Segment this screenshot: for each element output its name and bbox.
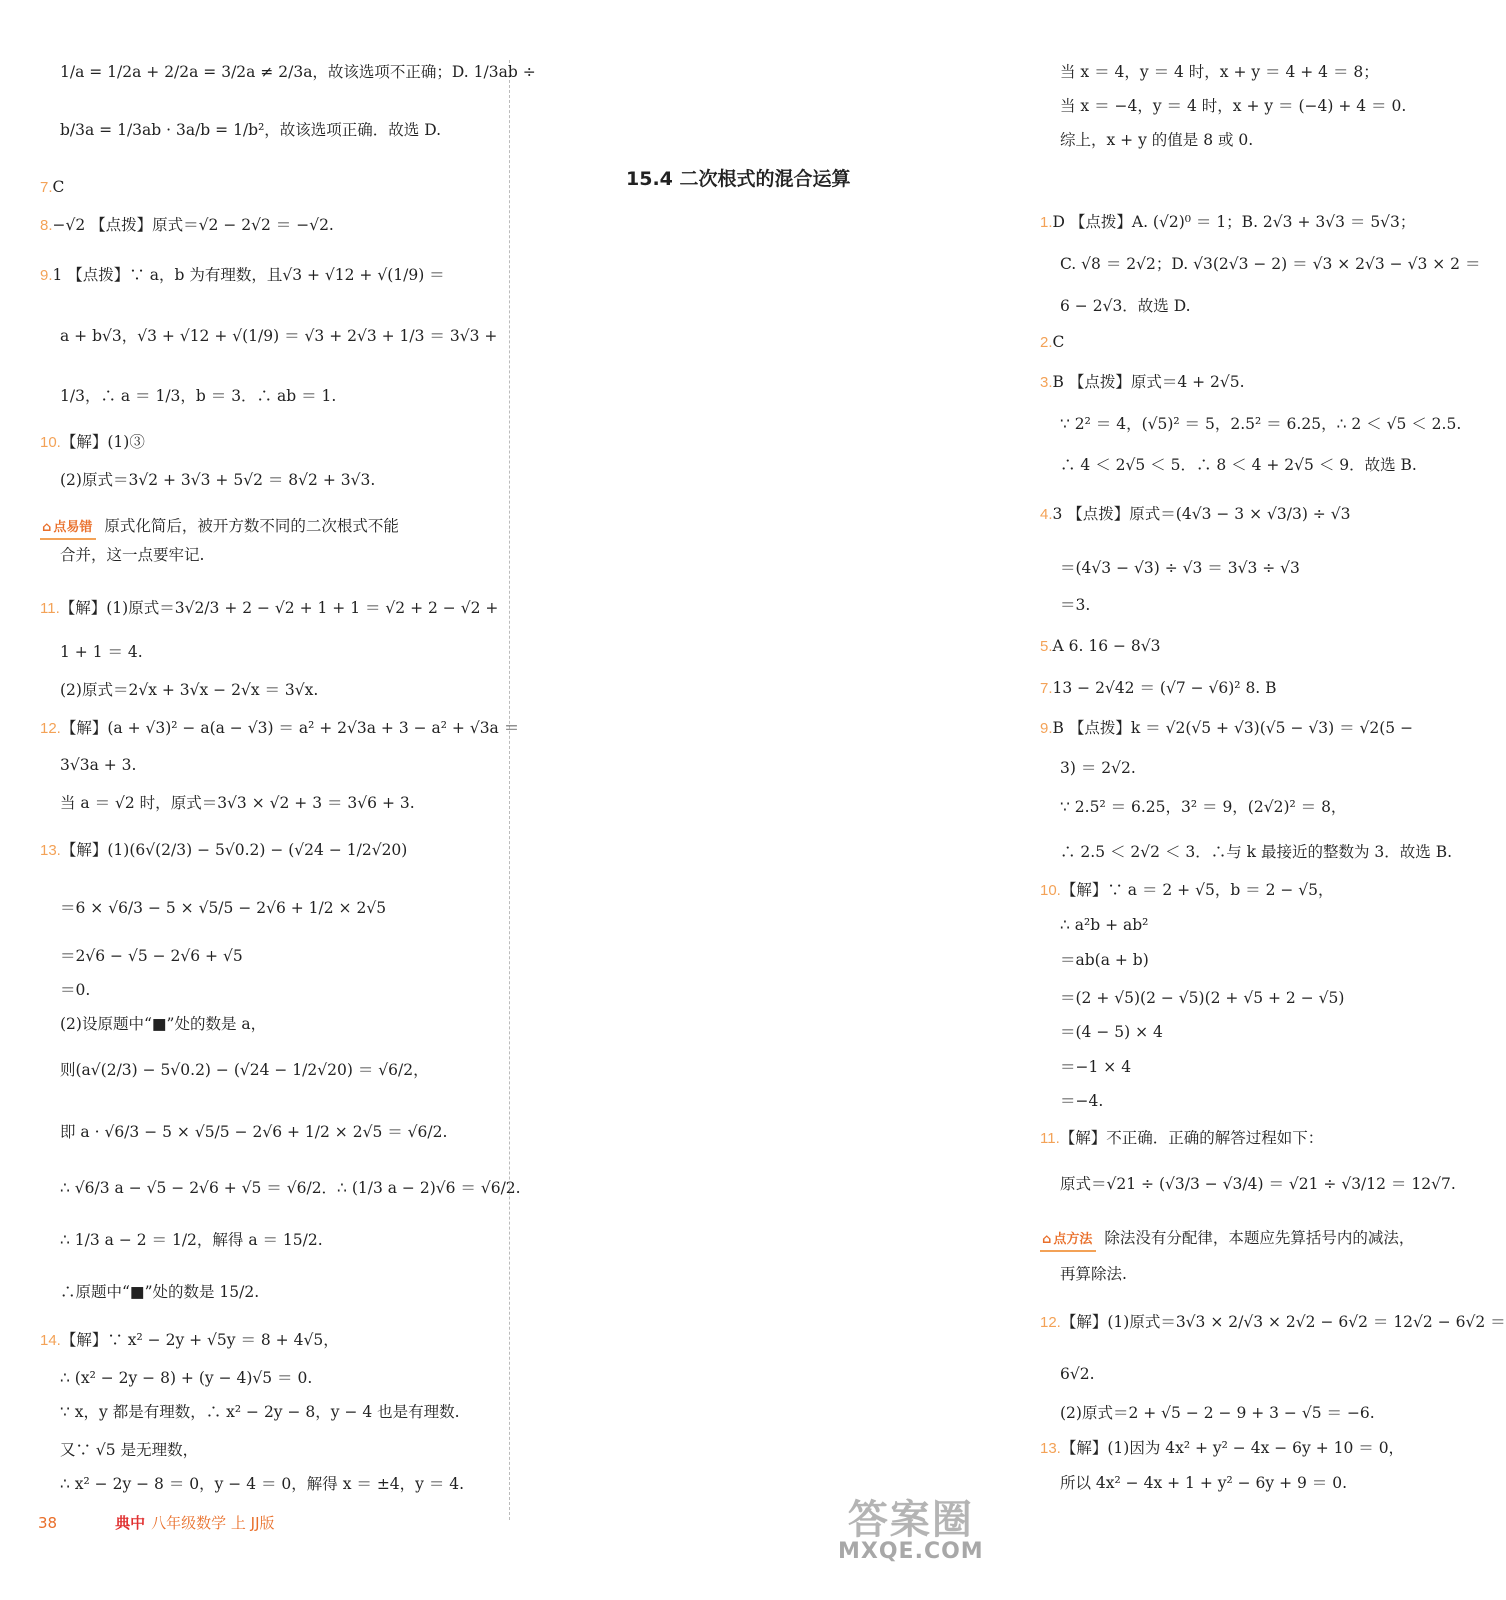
line-text: 当 x ＝ −4，y ＝ 4 时，x + y ＝ (−4) + 4 ＝ 0. bbox=[1060, 97, 1407, 115]
line-text: 【解】∵ x² − 2y + √5y ＝ 8 + 4√5， bbox=[60, 1331, 339, 1349]
line-text: 1/a = 1/2a + 2/2a = 3/2a ≠ 2/3a，故该选项不正确；D. 1/3ab ÷ bbox=[60, 63, 536, 81]
question-number: 3. bbox=[1040, 374, 1053, 391]
line-text: C. √8 ＝ 2√2；D. √3(2√3 − 2) ＝ √3 × 2√3 − √3 × 2 ＝ bbox=[1060, 255, 1481, 273]
line-text: 当 x ＝ 4，y ＝ 4 时，x + y ＝ 4 + 4 ＝ 8； bbox=[1060, 63, 1379, 81]
left-line bbox=[60, 1368, 312, 1388]
right-line bbox=[1040, 1312, 1506, 1333]
question-number: 4. bbox=[1040, 506, 1053, 523]
right-line bbox=[1060, 296, 1191, 316]
right-line bbox=[1060, 1022, 1163, 1042]
line-text: 3√3a + 3. bbox=[60, 756, 137, 774]
right-line bbox=[1040, 1228, 1414, 1252]
right-line bbox=[1060, 1364, 1095, 1384]
left-line bbox=[60, 62, 536, 82]
left-line bbox=[40, 215, 334, 236]
left-line bbox=[40, 840, 407, 861]
right-line bbox=[1060, 842, 1452, 862]
tip-badge-label: 点易错 bbox=[53, 520, 93, 535]
left-line bbox=[60, 1014, 266, 1034]
question-number: 1. bbox=[1040, 214, 1053, 231]
right-line bbox=[1060, 1057, 1131, 1077]
left-line bbox=[60, 1474, 464, 1494]
line-text: (2)原式＝2 + √5 − 2 − 9 + 3 − √5 ＝ −6. bbox=[1060, 1404, 1375, 1422]
line-text: ＝6 × √6/3 − 5 × √5/5 − 2√6 + 1/2 × 2√5 bbox=[60, 899, 387, 917]
line-text: B 【点拨】k ＝ √2(√5 + √3)(√5 − √3) ＝ √2(5 − bbox=[1052, 719, 1414, 737]
line-text: 则(a√(2/3) − 5√0.2) − (√24 − 1/2√20) ＝ √6/2， bbox=[60, 1061, 429, 1079]
line-text: 13 − 2√42 ＝ (√7 − √6)² 8. B bbox=[1052, 679, 1277, 697]
right-line bbox=[1060, 254, 1480, 274]
line-text: 即 a · √6/3 − 5 × √5/5 − 2√6 + 1/2 × 2√5 ＝ √6/2. bbox=[60, 1123, 448, 1141]
right-line bbox=[1060, 797, 1346, 817]
left-line bbox=[60, 1230, 323, 1250]
right-line bbox=[1060, 915, 1148, 935]
line-text: C bbox=[52, 178, 65, 196]
line-text: 当 a ＝ √2 时，原式＝3√3 × √2 + 3 ＝ 3√6 + 3. bbox=[60, 794, 415, 812]
question-number: 9. bbox=[1040, 720, 1053, 737]
line-text: 又∵ √5 是无理数， bbox=[60, 1441, 199, 1459]
right-line bbox=[1060, 1264, 1127, 1284]
line-text: ∴ (x² − 2y − 8) + (y − 4)√5 ＝ 0. bbox=[60, 1369, 313, 1387]
right-line bbox=[1040, 718, 1413, 739]
line-text: 所以 4x² − 4x + 1 + y² − 6y + 9 ＝ 0. bbox=[1060, 1474, 1348, 1492]
line-text: 【解】(1)原式＝3√3 × 2/√3 × 2√2 − 6√2 ＝ 12√2 − 6√2 ＝ bbox=[1060, 1313, 1506, 1331]
left-line bbox=[60, 642, 143, 662]
line-text: 原式＝√21 ÷ (√3/3 − √3/4) ＝ √21 ÷ √3/12 ＝ 12√7. bbox=[1060, 1175, 1456, 1193]
right-line bbox=[1060, 595, 1090, 615]
page-number: 38 bbox=[38, 1513, 58, 1532]
line-text: D 【点拨】A. (√2)⁰ ＝ 1；B. 2√3 + 3√3 ＝ 5√3； bbox=[1052, 213, 1416, 231]
line-text: ＝3. bbox=[1060, 596, 1091, 614]
right-line bbox=[1040, 1128, 1323, 1149]
line-text: 【解】不正确．正确的解答过程如下： bbox=[1059, 1129, 1324, 1147]
line-text: 【解】(a + √3)² − a(a − √3) ＝ a² + 2√3a + 3 − a² + √3a ＝ bbox=[60, 719, 520, 737]
question-number: 12. bbox=[40, 720, 61, 737]
question-number: 7. bbox=[40, 179, 53, 196]
watermark-text: 答案圈 bbox=[847, 1497, 974, 1543]
right-line bbox=[1060, 558, 1300, 578]
line-text: 6√2. bbox=[1060, 1365, 1095, 1383]
section-title: 15.4 二次根式的混合运算 bbox=[626, 168, 851, 190]
line-text: −√2 【点拨】原式＝√2 − 2√2 ＝ −√2. bbox=[52, 216, 334, 234]
line-text: ∴ 1/3 a − 2 ＝ 1/2，解得 a ＝ 15/2. bbox=[60, 1231, 323, 1249]
line-text: ∴ √6/3 a − √5 − 2√6 + √5 ＝ √6/2．∴ (1/3 a − 2)√6 ＝ √6/2. bbox=[60, 1179, 521, 1197]
left-line bbox=[60, 120, 441, 140]
bell-icon: ⌂ bbox=[42, 520, 52, 535]
left-line bbox=[60, 386, 336, 406]
left-line bbox=[40, 432, 145, 453]
line-text: (2)原式＝2√x + 3√x − 2√x ＝ 3√x. bbox=[60, 681, 319, 699]
line-text: (2)原式＝3√2 + 3√3 + 5√2 ＝ 8√2 + 3√3. bbox=[60, 471, 376, 489]
question-number: 7. bbox=[1040, 680, 1053, 697]
line-text: a + b√3，√3 + √12 + √(1/9) ＝ √3 + 2√3 + 1/3 ＝ 3√3 + bbox=[60, 327, 498, 345]
line-text: (2)设原题中“■”处的数是 a， bbox=[60, 1015, 267, 1033]
right-line bbox=[1040, 212, 1415, 233]
line-text: ∵ 2² ＝ 4，(√5)² ＝ 5，2.5² ＝ 6.25，∴ 2 ＜ √5 ＜ 2.5. bbox=[1060, 415, 1462, 433]
right-line bbox=[1040, 678, 1277, 699]
left-line bbox=[40, 1330, 339, 1351]
left-line bbox=[60, 793, 415, 813]
right-line bbox=[1060, 1403, 1375, 1423]
brand-logo: 典中 bbox=[115, 1514, 146, 1532]
question-number: 2. bbox=[1040, 334, 1053, 351]
line-text: 综上，x + y 的值是 8 或 0. bbox=[1060, 131, 1254, 149]
line-text: 【解】(1)(6√(2/3) − 5√0.2) − (√24 − 1/2√20) bbox=[60, 841, 408, 859]
line-text: ∵ x，y 都是有理数，∴ x² − 2y − 8，y − 4 也是有理数. bbox=[60, 1403, 460, 1421]
question-number: 10. bbox=[40, 434, 61, 451]
tip-badge bbox=[1040, 1230, 1096, 1252]
line-text: ∴ 2.5 ＜ 2√2 ＜ 3．∴与 k 最接近的整数为 3．故选 B. bbox=[1060, 843, 1453, 861]
line-text: ＝0. bbox=[60, 981, 91, 999]
line-text: 【解】∵ a ＝ 2 + √5，b ＝ 2 − √5， bbox=[1060, 881, 1334, 899]
left-line bbox=[40, 718, 519, 739]
line-text: ＝(2 + √5)(2 − √5)(2 + √5 + 2 − √5) bbox=[1060, 989, 1345, 1007]
left-line bbox=[60, 1282, 259, 1302]
tip-badge bbox=[40, 518, 96, 540]
left-line bbox=[40, 516, 399, 540]
line-text: A 6. 16 − 8√3 bbox=[1052, 637, 1161, 655]
line-text: 【解】(1)③ bbox=[60, 433, 145, 451]
right-line bbox=[1040, 372, 1245, 393]
left-line bbox=[60, 755, 136, 775]
right-line bbox=[1060, 1174, 1456, 1194]
question-number: 13. bbox=[1040, 1440, 1061, 1457]
right-line bbox=[1060, 96, 1406, 116]
left-line bbox=[60, 898, 386, 918]
left-line bbox=[60, 1122, 447, 1142]
right-line bbox=[1040, 504, 1350, 525]
left-line bbox=[60, 1178, 521, 1198]
line-text: ＝−4. bbox=[1060, 1092, 1104, 1110]
line-text: 除法没有分配律，本题应先算括号内的减法， bbox=[1104, 1229, 1415, 1247]
left-line bbox=[60, 1440, 198, 1460]
right-line bbox=[1060, 455, 1417, 475]
right-line bbox=[1060, 62, 1379, 82]
question-number: 11. bbox=[40, 600, 60, 617]
left-line bbox=[60, 680, 318, 700]
line-text: ∴ 4 ＜ 2√5 ＜ 5．∴ 8 ＜ 4 + 2√5 ＜ 9．故选 B. bbox=[1060, 456, 1417, 474]
left-line bbox=[40, 177, 64, 198]
question-number: 11. bbox=[1040, 1130, 1060, 1147]
line-text: ＝−1 × 4 bbox=[1060, 1058, 1132, 1076]
line-text: 6 − 2√3．故选 D. bbox=[1060, 297, 1191, 315]
line-text: 原式化简后，被开方数不同的二次根式不能 bbox=[104, 517, 399, 535]
left-line bbox=[60, 1060, 429, 1080]
right-line bbox=[1060, 988, 1344, 1008]
column-divider bbox=[509, 60, 510, 1520]
left-line bbox=[40, 598, 498, 619]
line-text: 1 【点拨】∵ a，b 为有理数，且√3 + √12 + √(1/9) ＝ bbox=[52, 266, 445, 284]
page-footer bbox=[38, 1512, 275, 1533]
right-line bbox=[1040, 880, 1334, 901]
right-line bbox=[1060, 1473, 1347, 1493]
line-text: ∴ x² − 2y − 8 ＝ 0，y − 4 ＝ 0，解得 x ＝ ±4，y ＝ 4. bbox=[60, 1475, 465, 1493]
tip-badge-label: 点方法 bbox=[1053, 1232, 1093, 1247]
question-number: 12. bbox=[1040, 1314, 1061, 1331]
question-number: 9. bbox=[40, 267, 53, 284]
watermark-url: MXQE.COM bbox=[838, 1539, 984, 1564]
line-text: 3 【点拨】原式＝(4√3 − 3 × √3/3) ÷ √3 bbox=[1052, 505, 1351, 523]
left-line bbox=[60, 326, 497, 346]
question-number: 10. bbox=[1040, 882, 1061, 899]
right-line bbox=[1040, 636, 1161, 657]
right-line bbox=[1060, 1091, 1103, 1111]
line-text: B 【点拨】原式＝4 + 2√5. bbox=[1052, 373, 1245, 391]
left-line bbox=[60, 946, 243, 966]
line-text: ∵ 2.5² ＝ 6.25，3² ＝ 9，(2√2)² ＝ 8， bbox=[1060, 798, 1347, 816]
line-text: 【解】(1)因为 4x² + y² − 4x − 6y + 10 ＝ 0， bbox=[1060, 1439, 1405, 1457]
line-text: 1 + 1 ＝ 4. bbox=[60, 643, 143, 661]
left-line bbox=[60, 470, 375, 490]
right-line bbox=[1060, 414, 1461, 434]
left-line bbox=[60, 1402, 460, 1422]
watermark bbox=[838, 1488, 984, 1564]
line-text: 合并，这一点要牢记. bbox=[60, 546, 205, 564]
right-line bbox=[1040, 332, 1064, 353]
right-line bbox=[1060, 758, 1136, 778]
line-text: 3) ＝ 2√2. bbox=[1060, 759, 1136, 777]
left-line bbox=[40, 265, 445, 286]
line-text: 再算除法. bbox=[1060, 1265, 1127, 1283]
question-number: 14. bbox=[40, 1332, 61, 1349]
right-line bbox=[1040, 1438, 1404, 1459]
line-text: 1/3，∴ a ＝ 1/3，b ＝ 3．∴ ab ＝ 1. bbox=[60, 387, 337, 405]
question-number: 13. bbox=[40, 842, 61, 859]
line-text: ＝(4√3 − √3) ÷ √3 ＝ 3√3 ÷ √3 bbox=[1060, 559, 1300, 577]
bell-icon: ⌂ bbox=[1042, 1232, 1052, 1247]
line-text: b/3a = 1/3ab · 3a/b = 1/b²，故该选项正确．故选 D. bbox=[60, 121, 442, 139]
line-text: ＝ab(a + b) bbox=[1060, 951, 1149, 969]
left-line bbox=[60, 980, 90, 1000]
right-line bbox=[1060, 950, 1149, 970]
line-text: C bbox=[1052, 333, 1065, 351]
line-text: 【解】(1)原式＝3√2/3 + 2 − √2 + 1 + 1 ＝ √2 + 2 − √2 + bbox=[59, 599, 499, 617]
line-text: ∴原题中“■”处的数是 15/2. bbox=[60, 1283, 260, 1301]
line-text: ＝(4 − 5) × 4 bbox=[1060, 1023, 1163, 1041]
question-number: 5. bbox=[1040, 638, 1053, 655]
book-title: 八年级数学 上 JJ版 bbox=[151, 1514, 275, 1532]
question-number: 8. bbox=[40, 217, 53, 234]
right-line bbox=[1060, 130, 1253, 150]
line-text: ∴ a²b + ab² bbox=[1060, 916, 1149, 934]
left-line bbox=[60, 545, 204, 565]
line-text: ＝2√6 − √5 − 2√6 + √5 bbox=[60, 947, 243, 965]
